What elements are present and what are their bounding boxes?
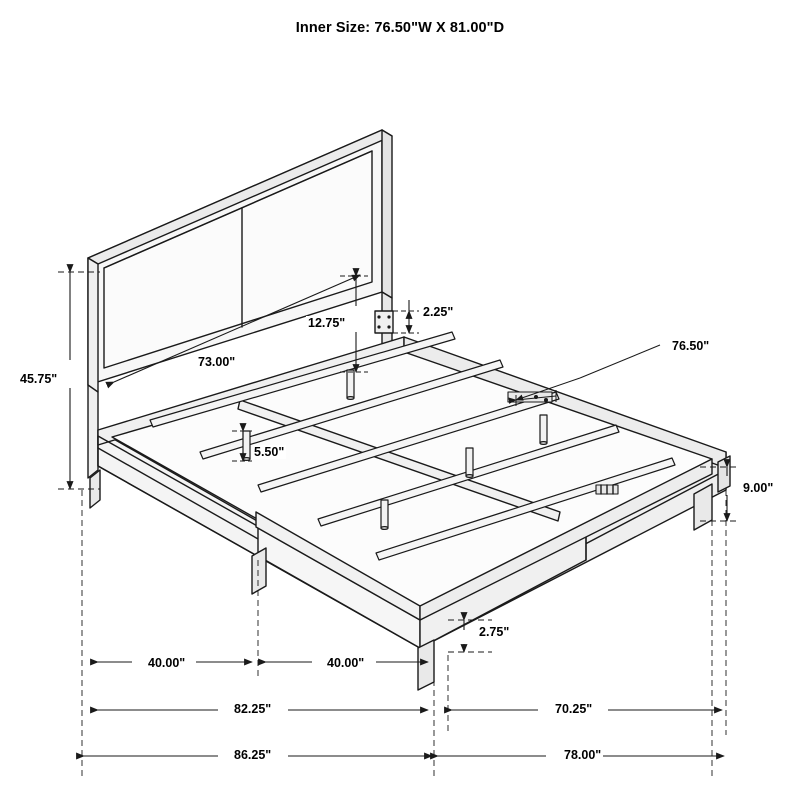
diagram-title: Inner Size: 76.50"W X 81.00"D xyxy=(295,20,505,36)
dim-label-headboard-height: 45.75" xyxy=(20,372,58,386)
dim-label-overall-width: 78.00" xyxy=(564,748,602,762)
dim-label-leg-clearance: 2.75" xyxy=(479,625,510,639)
dim-label-headboard-width: 73.00" xyxy=(198,355,236,369)
dim-label-inner-width-callout: 76.50" xyxy=(672,339,710,353)
dim-label-side-rail-length: 82.25" xyxy=(234,702,272,716)
dim-label-deck-height: 9.00" xyxy=(743,481,774,495)
dim-label-leg-span-left: 40.00" xyxy=(148,656,186,670)
dim-label-leg-span-right: 40.00" xyxy=(327,656,365,670)
dim-label-end-rail-width: 70.25" xyxy=(555,702,593,716)
dim-label-bracket-height: 2.25" xyxy=(423,305,454,319)
dim-label-overall-length: 86.25" xyxy=(234,748,272,762)
dim-label-slat-leg-height: 5.50" xyxy=(254,445,285,459)
dim-label-headboard-panel-drop: 12.75" xyxy=(308,316,346,330)
